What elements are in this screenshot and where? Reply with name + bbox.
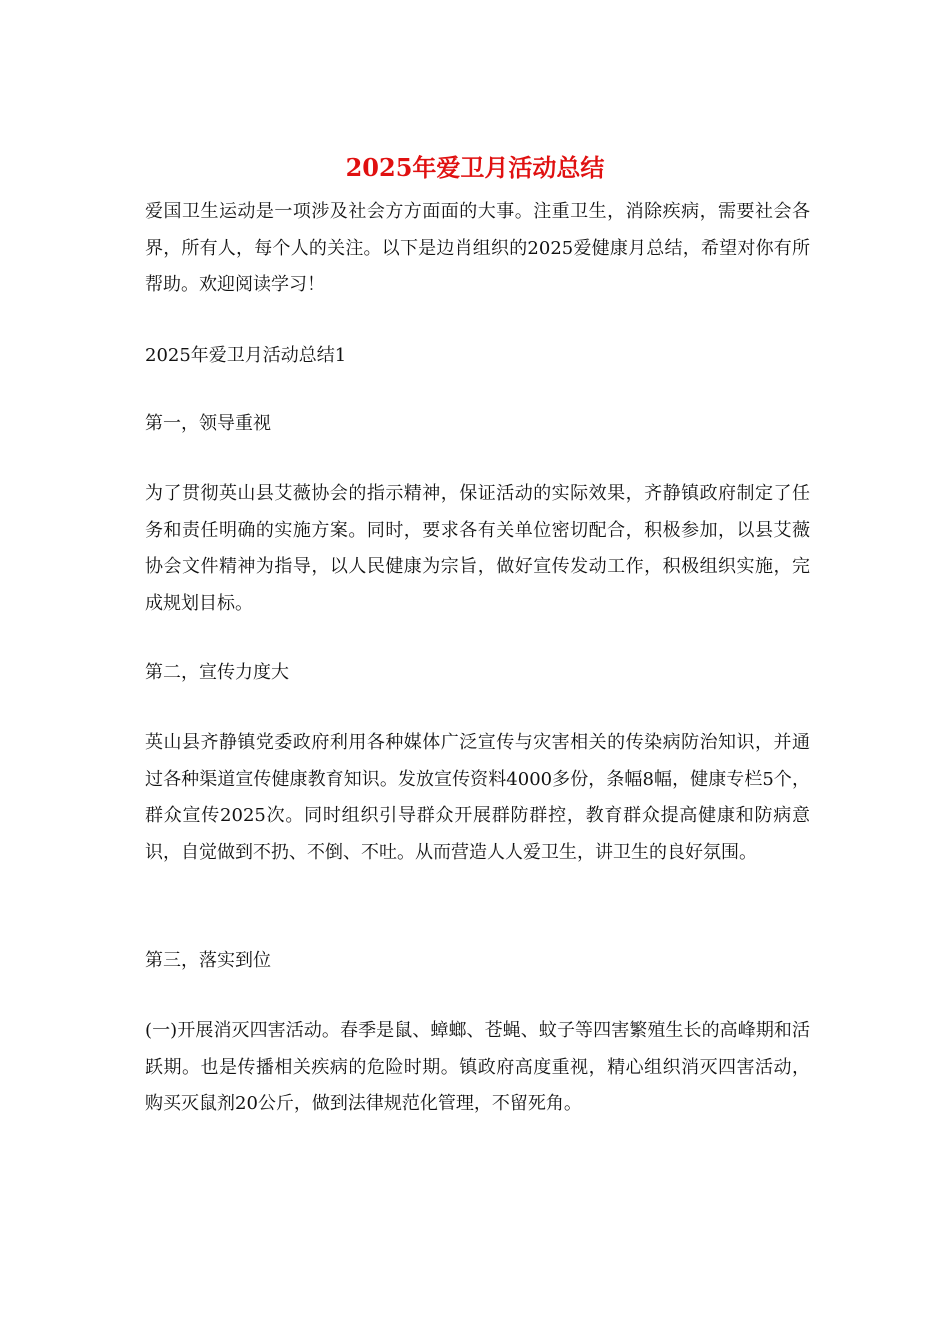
intro-paragraph: 爱国卫生运动是一项涉及社会方方面面的大事。注重卫生，消除疾病，需要社会各界，所有人，每个人的关注。以下是边肖组织的2025爱健康月总结，希望对你有所帮助。欢迎阅读学习！ — [145, 201, 810, 295]
heading-publicity: 第二，宣传力度大 — [145, 662, 289, 683]
document-title: 2025年爱卫月活动总结 — [345, 153, 605, 182]
paragraph-publicity: 英山县齐静镇党委政府利用各种媒体广泛宣传与灾害相关的传染病防治知识，并通过各种渠道宣传健康教育知识。发放宣传资料4000多份，条幅8幅，健康专栏5个，群众宣传2025次。同时组织引导群众开展群防群控，教育群众提高健康和防病意识，自觉做到不扔、不倒、不吐。从而营造人人爱卫生，讲卫生的良好氛围。 — [145, 732, 810, 863]
paragraph-leadership: 为了贯彻英山县艾薇协会的指示精神，保证活动的实际效果，齐静镇政府制定了任务和责任明确的实施方案。同时，要求各有关单位密切配合，积极参加，以县艾薇协会文件精神为指导，以人民健康为宗旨，做好宣传发动工作，积极组织实施，完成规划目标。 — [145, 483, 810, 614]
paragraph-implementation: (一)开展消灭四害活动。春季是鼠、蟑螂、苍蝇、蚊子等四害繁殖生长的高峰期和活跃期。也是传播相关疾病的危险时期。镇政府高度重视，精心组织消灭四害活动，购买灭鼠剂20公斤，做到法律规范化管理，不留死角。 — [145, 1020, 810, 1114]
section-title: 2025年爱卫月活动总结1 — [145, 345, 347, 366]
heading-implementation: 第三，落实到位 — [145, 950, 271, 971]
heading-leadership: 第一，领导重视 — [145, 413, 271, 434]
